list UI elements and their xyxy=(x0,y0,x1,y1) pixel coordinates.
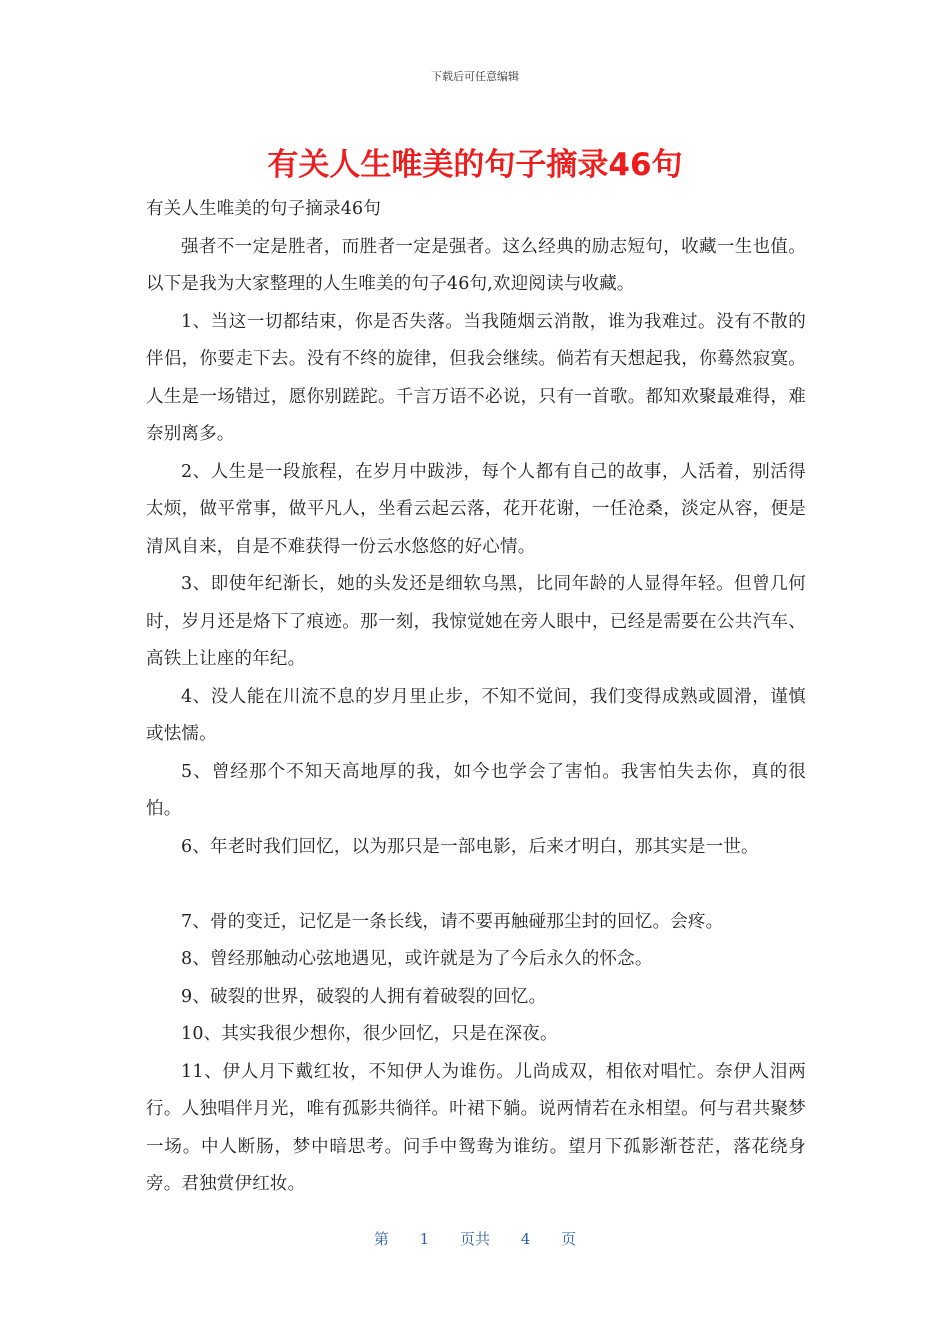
list-item: 2、人生是一段旅程，在岁月中跋涉，每个人都有自己的故事，人活着，别活得太烦，做平常事，做平凡人，坐看云起云落，花开花谢，一任沧桑，淡定从容，便是清风自来，自是不难获得一份云水悠悠的好心情。 xyxy=(146,461,806,557)
document-title: 有关人生唯美的句子摘录46句 xyxy=(267,147,683,183)
footer-total-prefix: 页共 xyxy=(459,1230,490,1248)
list-item: 7、骨的变迁，记忆是一条长线，请不要再触碰那尘封的回忆。会疼。 xyxy=(181,911,724,932)
list-item: 4、没人能在川流不息的岁月里止步，不知不觉间，我们变得成熟或圆滑，谨慎或怯懦。 xyxy=(146,686,806,744)
list-item: 9、破裂的世界，破裂的人拥有着破裂的回忆。 xyxy=(181,986,547,1007)
list-item: 10、其实我很少想你，很少回忆，只是在深夜。 xyxy=(181,1024,558,1044)
list-item: 11、伊人月下戴红妆，不知伊人为谁伤。儿尚成双，相依对唱忙。奈伊人泪两行。人独唱伴月光，唯有孤影共徜徉。叶裙下躺。说两情若在永相望。何与君共聚梦一场。中人断肠，梦中暗思考。问手中鸳鸯为谁纺。望月下孤影渐苍茫，落花绕身旁。君独赏伊红妆。 xyxy=(146,1061,806,1194)
list-item: 5、曾经那个不知天高地厚的我，如今也学会了害怕。我害怕失去你，真的很怕。 xyxy=(146,761,806,819)
intro-paragraph: 强者不一定是胜者，而胜者一定是强者。这么经典的励志短句，收藏一生也值。以下是我为大家整理的人生唯美的句子46句,欢迎阅读与收藏。 xyxy=(146,236,806,294)
footer-page-number: 1 xyxy=(419,1230,430,1248)
page-header-note: 下载后可任意编辑 xyxy=(431,70,519,83)
footer-page-suffix: 页 xyxy=(561,1230,577,1248)
footer-total-number: 4 xyxy=(520,1230,531,1248)
document-subtitle: 有关人生唯美的句子摘录46句 xyxy=(146,199,382,219)
list-item: 6、年老时我们回忆，以为那只是一部电影，后来才明白，那其实是一世。 xyxy=(181,836,759,857)
page-footer xyxy=(0,1228,950,1249)
list-item: 8、曾经那触动心弦地遇见，或许就是为了今后永久的怀念。 xyxy=(181,949,653,969)
list-item: 3、即使年纪渐长，她的头发还是细软乌黑，比同年龄的人显得年轻。但曾几何时，岁月还是烙下了痕迹。那一刻，我惊觉她在旁人眼中，已经是需要在公共汽车、高铁上让座的年纪。 xyxy=(146,574,806,669)
list-item: 1、当这一切都结束，你是否失落。当我随烟云消散，谁为我难过。没有不散的伴侣，你要走下去。没有不终的旋律，但我会继续。倘若有天想起我，你蓦然寂寞。人生是一场错过，愿你别蹉跎。千言万语不必说，只有一首歌。都知欢聚最难得，难奈别离多。 xyxy=(146,311,806,444)
footer-page-word: 第 xyxy=(373,1230,389,1248)
document-body xyxy=(146,191,806,1204)
